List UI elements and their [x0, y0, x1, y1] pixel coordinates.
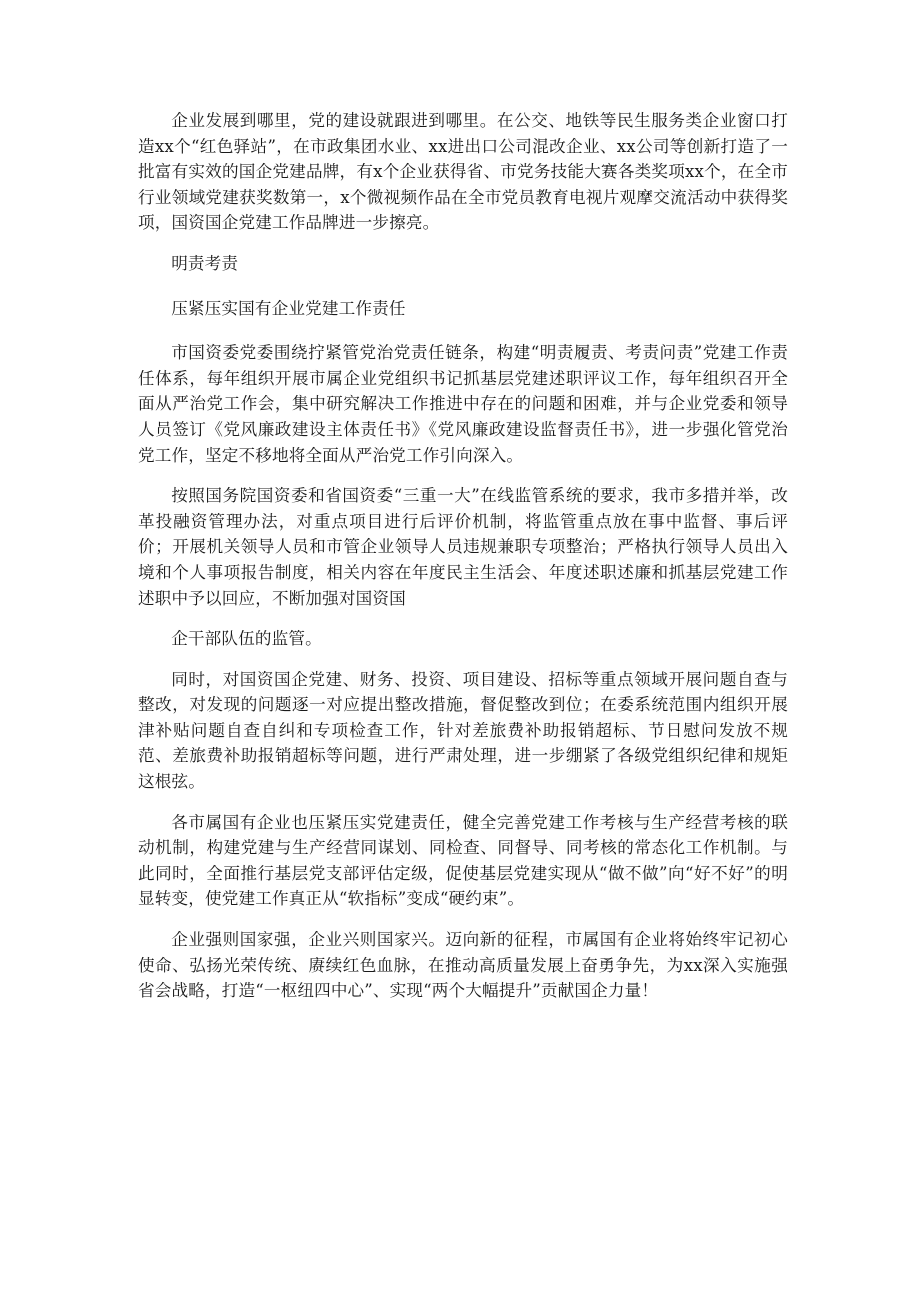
- paragraph-responsibility-system: 市国资委党委围绕拧紧管党治党责任链条，构建“明责履责、考责问责”党建工作责任体系，每年组织开展市属企业党组织书记抓基层党建述职评议工作，每年组织召开全面从严治党工作会，集中研究解决工作推进中存在的问题和困难，并与企业党委和领导人员签订《党风廉政建设主体责任书》《党风廉政建设监督责任书》，进一步强化管党治党工作，坚定不移地将全面从严治党工作引向深入。: [138, 343, 788, 465]
- paragraph-conclusion: 企业强则国家强，企业兴则国家兴。迈向新的征程，市属国有企业将始终牢记初心使命、弘扬光荣传统、赓续红色血脉，在推动高质量发展上奋勇争先，为xx深入实施强省会战略，打造“一枢纽四中心”、实现“两个大幅提升”贡献国企力量！: [138, 930, 788, 1001]
- section-heading-accountability: 明责考责: [171, 253, 239, 273]
- paragraph-supervision-system: 按照国务院国资委和省国资委“三重一大”在线监管系统的要求，我市多措并举，改革投融资管理办法，对重点项目进行后评价机制，将监管重点放在事中监督、事后评价；开展机关领导人员和市管企业领导人员违规兼职专项整治；严格执行领导人员出入境和个人事项报告制度，相关内容在年度民主生活会、年度述职述廉和抓基层党建工作述职中予以回应，不断加强对国资国: [138, 486, 788, 608]
- paragraph-self-inspection: 同时，对国资国企党建、财务、投资、项目建设、招标等重点领域开展问题自查与整改，对发现的问题逐一对应提出整改措施，督促整改到位；在委系统范围内组织开展津补贴问题自查自纠和专项检查工作，针对差旅费补助报销超标、节日慰问发放不规范、差旅费补助报销超标等问题，进行严肃处理，进一步绷紧了各级党组织纪律和规矩这根弦。: [138, 669, 788, 792]
- section-subheading-responsibility: 压紧压实国有企业党建工作责任: [171, 298, 406, 318]
- paragraph-party-brand: 企业发展到哪里，党的建设就跟进到哪里。在公交、地铁等民生服务类企业窗口打造xx个“红色驿站”，在市政集团水业、xx进出口公司混改企业、xx公司等创新打造了一批富有实效的国企党建品牌，有x个企业获得省、市党务技能大赛各类奖项xx个，在全市行业领域党建获奖数第一，x个微视频作品在全市党员教育电视片观摩交流活动中获得奖项，国资国企党建工作品牌进一步擦亮。: [138, 111, 788, 233]
- document-body: [138, 108, 788, 1019]
- paragraph-enterprise-responsibility: 各市属国有企业也压紧压实党建责任，健全完善党建工作考核与生产经营考核的联动机制，构建党建与生产经营同谋划、同检查、同督导、同考核的常态化工作机制。与此同时，全面推行基层党支部评估定级，促使基层党建实现从“做不做”向“好不好”的明显转变，使党建工作真正从“软指标”变成“硬约束”。: [138, 812, 788, 909]
- paragraph-cadre-supervision: 企干部队伍的监管。: [171, 629, 322, 649]
